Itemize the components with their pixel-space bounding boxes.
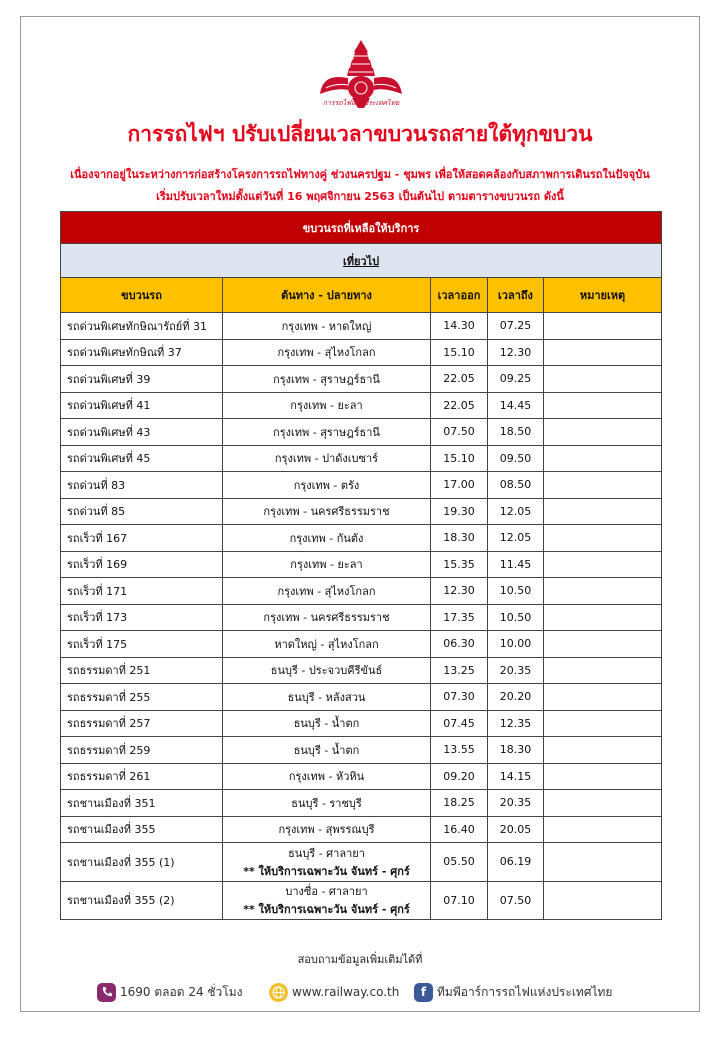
phone-contact: [97, 982, 243, 1002]
note-cell: [544, 339, 662, 366]
route-cell: กรุงเทพ - สุไหงโกลก: [223, 578, 431, 605]
train-name-cell: รถเร็วที่ 173: [61, 604, 223, 631]
note-cell: [544, 551, 662, 578]
website-link[interactable]: www.railway.co.th: [292, 985, 400, 999]
column-header-depart: เวลาออก: [431, 278, 488, 313]
note-cell: [544, 763, 662, 790]
arrive-time-cell: 10.50: [488, 604, 544, 631]
note-cell: [544, 737, 662, 764]
table-row: [61, 816, 662, 843]
table-row: [61, 578, 662, 605]
table-row: [61, 339, 662, 366]
inquiry-text: สอบถามข้อมูลเพิ่มเติมได้ที่: [297, 953, 423, 966]
arrive-time-cell: 12.30: [488, 339, 544, 366]
route-cell: ธนบุรี - ประจวบคีรีขันธ์: [223, 657, 431, 684]
column-header-row: [61, 278, 662, 313]
route-cell: กรุงเทพ - หาดใหญ่: [223, 313, 431, 340]
arrive-time-cell: 06.19: [488, 843, 544, 882]
note-cell: [544, 816, 662, 843]
arrive-time-cell: 20.35: [488, 657, 544, 684]
depart-time-cell: 22.05: [431, 392, 488, 419]
train-name-cell: รถด่วนพิเศษที่ 39: [61, 366, 223, 393]
depart-time-cell: 05.50: [431, 843, 488, 882]
table-row: [61, 525, 662, 552]
route-cell: กรุงเทพ - นครศรีธรรมราช: [223, 604, 431, 631]
arrive-time-cell: 18.30: [488, 737, 544, 764]
table-row: [61, 604, 662, 631]
train-name-cell: รถเร็วที่ 175: [61, 631, 223, 658]
train-name-cell: รถธรรมดาที่ 255: [61, 684, 223, 711]
route-cell: [223, 881, 431, 920]
note-cell: [544, 419, 662, 446]
arrive-time-cell: 14.45: [488, 392, 544, 419]
table-row: [61, 710, 662, 737]
route-cell: กรุงเทพ - ปาดังเบซาร์: [223, 445, 431, 472]
route-cell: กรุงเทพ - สุไหงโกลก: [223, 339, 431, 366]
column-header-train: ขบวนรถ: [61, 278, 223, 313]
route-service-note: ** ให้บริการเฉพาะวัน จันทร์ - ศุกร์: [243, 864, 410, 878]
note-cell: [544, 578, 662, 605]
route-cell: กรุงเทพ - ยะลา: [223, 392, 431, 419]
note-cell: [544, 604, 662, 631]
depart-time-cell: 15.10: [431, 445, 488, 472]
arrive-time-cell: 12.05: [488, 498, 544, 525]
note-cell: [544, 657, 662, 684]
route-cell: กรุงเทพ - ตรัง: [223, 472, 431, 499]
route-cell: หาดใหญ่ - สุไหงโกลก: [223, 631, 431, 658]
route-service-note: ** ให้บริการเฉพาะวัน จันทร์ - ศุกร์: [243, 903, 410, 917]
arrive-time-cell: 14.15: [488, 763, 544, 790]
table-row: [61, 498, 662, 525]
route-cell: ธนบุรี - น้ำตก: [223, 710, 431, 737]
route-cell: กรุงเทพ - สุพรรณบุรี: [223, 816, 431, 843]
depart-time-cell: 14.30: [431, 313, 488, 340]
website-contact[interactable]: [269, 982, 399, 1002]
note-cell: [544, 313, 662, 340]
route-cell: [223, 843, 431, 882]
arrive-time-cell: 10.50: [488, 578, 544, 605]
arrive-time-cell: 09.25: [488, 366, 544, 393]
depart-time-cell: 22.05: [431, 366, 488, 393]
table-row: [61, 790, 662, 817]
train-name-cell: รถเร็วที่ 171: [61, 578, 223, 605]
table-row: [61, 313, 662, 340]
table-row: [61, 684, 662, 711]
table-row: [61, 366, 662, 393]
train-name-cell: รถด่วนพิเศษที่ 43: [61, 419, 223, 446]
phone-text: 1690 ตลอด 24 ชั่วโมง: [120, 984, 243, 999]
depart-time-cell: 17.00: [431, 472, 488, 499]
train-name-cell: รถชานเมืองที่ 355 (1): [61, 843, 223, 882]
column-header-route: ต้นทาง - ปลายทาง: [223, 278, 431, 313]
table-row: [61, 737, 662, 764]
arrive-time-cell: 12.35: [488, 710, 544, 737]
table-row: [61, 763, 662, 790]
table-banner: ขบวนรถที่เหลือให้บริการ: [61, 212, 662, 244]
arrive-time-cell: 20.35: [488, 790, 544, 817]
depart-time-cell: 12.30: [431, 578, 488, 605]
column-header-arrive: เวลาถึง: [488, 278, 544, 313]
column-header-note: หมายเหตุ: [544, 278, 662, 313]
table-row: [61, 419, 662, 446]
depart-time-cell: 07.50: [431, 419, 488, 446]
arrive-time-cell: 12.05: [488, 525, 544, 552]
train-name-cell: รถธรรมดาที่ 251: [61, 657, 223, 684]
note-cell: [544, 366, 662, 393]
depart-time-cell: 07.45: [431, 710, 488, 737]
note-cell: [544, 684, 662, 711]
route-cell: กรุงเทพ - ยะลา: [223, 551, 431, 578]
route-cell: ธนบุรี - น้ำตก: [223, 737, 431, 764]
route-cell: กรุงเทพ - นครศรีธรรมราช: [223, 498, 431, 525]
depart-time-cell: 13.55: [431, 737, 488, 764]
depart-time-cell: 15.35: [431, 551, 488, 578]
route-text: บางซื่อ - ศาลายา: [285, 885, 368, 899]
depart-time-cell: 09.20: [431, 763, 488, 790]
phone-icon: [97, 983, 116, 1002]
train-name-cell: รถเร็วที่ 169: [61, 551, 223, 578]
table-row: [61, 445, 662, 472]
depart-time-cell: 07.10: [431, 881, 488, 920]
note-cell: [544, 472, 662, 499]
train-name-cell: รถด่วนพิเศษทักษิณที่ 37: [61, 339, 223, 366]
facebook-icon: f: [414, 983, 433, 1002]
arrive-time-cell: 20.05: [488, 816, 544, 843]
table-row: [61, 631, 662, 658]
route-cell: ธนบุรี - ราชบุรี: [223, 790, 431, 817]
table-row: [61, 657, 662, 684]
subtitle-line-2: เริ่มปรับเวลาใหม่ตั้งแต่วันที่ 16 พฤศจิกายน 2563 เป็นต้นไป ตามตารางขบวนรถ ดังนี้: [156, 190, 564, 203]
note-cell: [544, 445, 662, 472]
direction-label: เที่ยวไป: [61, 244, 662, 278]
arrive-time-cell: 20.20: [488, 684, 544, 711]
table-row: [61, 843, 662, 882]
route-cell: กรุงเทพ - สุราษฎร์ธานี: [223, 419, 431, 446]
arrive-time-cell: 10.00: [488, 631, 544, 658]
route-text: ธนบุรี - ศาลายา: [288, 846, 365, 860]
route-cell: กรุงเทพ - สุราษฎร์ธานี: [223, 366, 431, 393]
depart-time-cell: 13.25: [431, 657, 488, 684]
facebook-contact[interactable]: [414, 982, 612, 1002]
train-name-cell: รถด่วนพิเศษที่ 41: [61, 392, 223, 419]
note-cell: [544, 843, 662, 882]
note-cell: [544, 790, 662, 817]
arrive-time-cell: 07.50: [488, 881, 544, 920]
train-name-cell: รถธรรมดาที่ 257: [61, 710, 223, 737]
train-name-cell: รถชานเมืองที่ 351: [61, 790, 223, 817]
route-cell: ธนบุรี - หลังสวน: [223, 684, 431, 711]
train-name-cell: รถด่วนพิเศษทักษิณารัถย์ที่ 31: [61, 313, 223, 340]
depart-time-cell: 07.30: [431, 684, 488, 711]
note-cell: [544, 881, 662, 920]
note-cell: [544, 710, 662, 737]
note-cell: [544, 498, 662, 525]
depart-time-cell: 17.35: [431, 604, 488, 631]
arrive-time-cell: 07.25: [488, 313, 544, 340]
train-name-cell: รถชานเมืองที่ 355: [61, 816, 223, 843]
train-name-cell: รถธรรมดาที่ 261: [61, 763, 223, 790]
direction-row: [61, 244, 662, 278]
train-name-cell: รถด่วนที่ 83: [61, 472, 223, 499]
globe-icon: [269, 983, 288, 1002]
note-cell: [544, 631, 662, 658]
depart-time-cell: 18.30: [431, 525, 488, 552]
train-name-cell: รถธรรมดาที่ 259: [61, 737, 223, 764]
arrive-time-cell: 11.45: [488, 551, 544, 578]
logo-caption: การรถไฟแห่งประเทศไทย: [322, 99, 400, 107]
subtitle-line-1: เนื่องจากอยู่ในระหว่างการก่อสร้างโครงการรถไฟทางคู่ ช่วงนครปฐม - ชุมพร เพื่อให้สอดคล้องกับสภาพการเดินรถในปัจจุบัน: [70, 168, 650, 181]
depart-time-cell: 19.30: [431, 498, 488, 525]
facebook-page-name[interactable]: ทีมพีอาร์การรถไฟแห่งประเทศไทย: [437, 984, 613, 999]
depart-time-cell: 18.25: [431, 790, 488, 817]
table-row: [61, 472, 662, 499]
table-row: [61, 881, 662, 920]
page-title: การรถไฟฯ ปรับเปลี่ยนเวลาขบวนรถสายใต้ทุกขบวน: [127, 122, 593, 146]
train-name-cell: รถเร็วที่ 167: [61, 525, 223, 552]
arrive-time-cell: 18.50: [488, 419, 544, 446]
route-cell: กรุงเทพ - กันตัง: [223, 525, 431, 552]
note-cell: [544, 525, 662, 552]
depart-time-cell: 15.10: [431, 339, 488, 366]
table-banner-row: [61, 212, 662, 244]
arrive-time-cell: 09.50: [488, 445, 544, 472]
arrive-time-cell: 08.50: [488, 472, 544, 499]
depart-time-cell: 06.30: [431, 631, 488, 658]
route-cell: กรุงเทพ - หัวหิน: [223, 763, 431, 790]
note-cell: [544, 392, 662, 419]
train-name-cell: รถด่วนที่ 85: [61, 498, 223, 525]
depart-time-cell: 16.40: [431, 816, 488, 843]
table-row: [61, 551, 662, 578]
train-schedule-table: [60, 211, 662, 920]
train-name-cell: รถด่วนพิเศษที่ 45: [61, 445, 223, 472]
table-row: [61, 392, 662, 419]
train-name-cell: รถชานเมืองที่ 355 (2): [61, 881, 223, 920]
